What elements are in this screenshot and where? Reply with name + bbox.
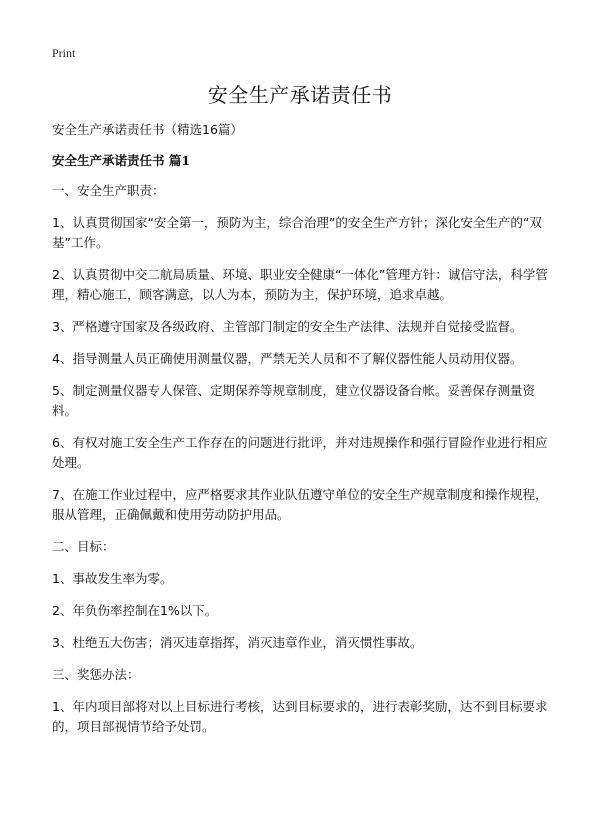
- duty-item-1: 1、认真贯彻国家“安全第一，预防为主，综合治理”的安全生产方针；深化安全生产的“双基”工作。: [52, 215, 542, 250]
- duty-item-6: 6、有权对施工安全生产工作存在的问题进行批评，并对违规操作和强行冒险作业进行相应处理。: [52, 435, 548, 470]
- duty-item-7: 7、在施工作业过程中，应严格要求其作业队伍遵守单位的安全生产规章制度和操作规程，服从管理，正确佩戴和使用劳动防护用品。: [52, 487, 548, 522]
- duty-item-4: 4、指导测量人员正确使用测量仪器，严禁无关人员和不了解仪器性能人员动用仪器。: [52, 351, 523, 366]
- reward-item-1: 1、年内项目部将对以上目标进行考核，达到目标要求的，进行表彰奖励，达不到目标要求的，项目部视情节给予处罚。: [52, 699, 548, 734]
- duty-item-5: 5、制定测量仪器专人保管、定期保养等规章制度，建立仪器设备台帐。妥善保存测量资料。: [52, 383, 535, 418]
- goal-item-2: 2、年负伤率控制在1%以下。: [52, 603, 218, 618]
- document-body: [52, 120, 548, 749]
- heading-rewards: 三、奖惩办法：: [52, 667, 140, 682]
- document-title: 安全生产承诺责任书: [207, 83, 393, 107]
- print-label: Print: [52, 46, 76, 60]
- goal-item-1: 1、事故发生率为零。: [52, 571, 173, 586]
- duty-item-3: 3、严格遵守国家及各级政府、主管部门制定的安全生产法律、法规并自觉接受监督。: [52, 319, 523, 334]
- section-title: 安全生产承诺责任书 篇1: [52, 153, 191, 168]
- duty-item-2: 2、认真贯彻中交二航局质量、环境、职业安全健康“一体化”管理方针：诚信守法，科学管理，精心施工，顾客满意，以人为本，预防为主，保护环境，追求卓越。: [52, 267, 548, 302]
- document-subtitle: 安全生产承诺责任书（精选16篇）: [52, 122, 243, 137]
- goal-item-3: 3、杜绝五大伤害；消灭违章指挥，消灭违章作业，消灭惯性事故。: [52, 635, 423, 650]
- heading-goals: 二、目标：: [52, 539, 115, 554]
- heading-duties: 一、安全生产职责：: [52, 183, 165, 198]
